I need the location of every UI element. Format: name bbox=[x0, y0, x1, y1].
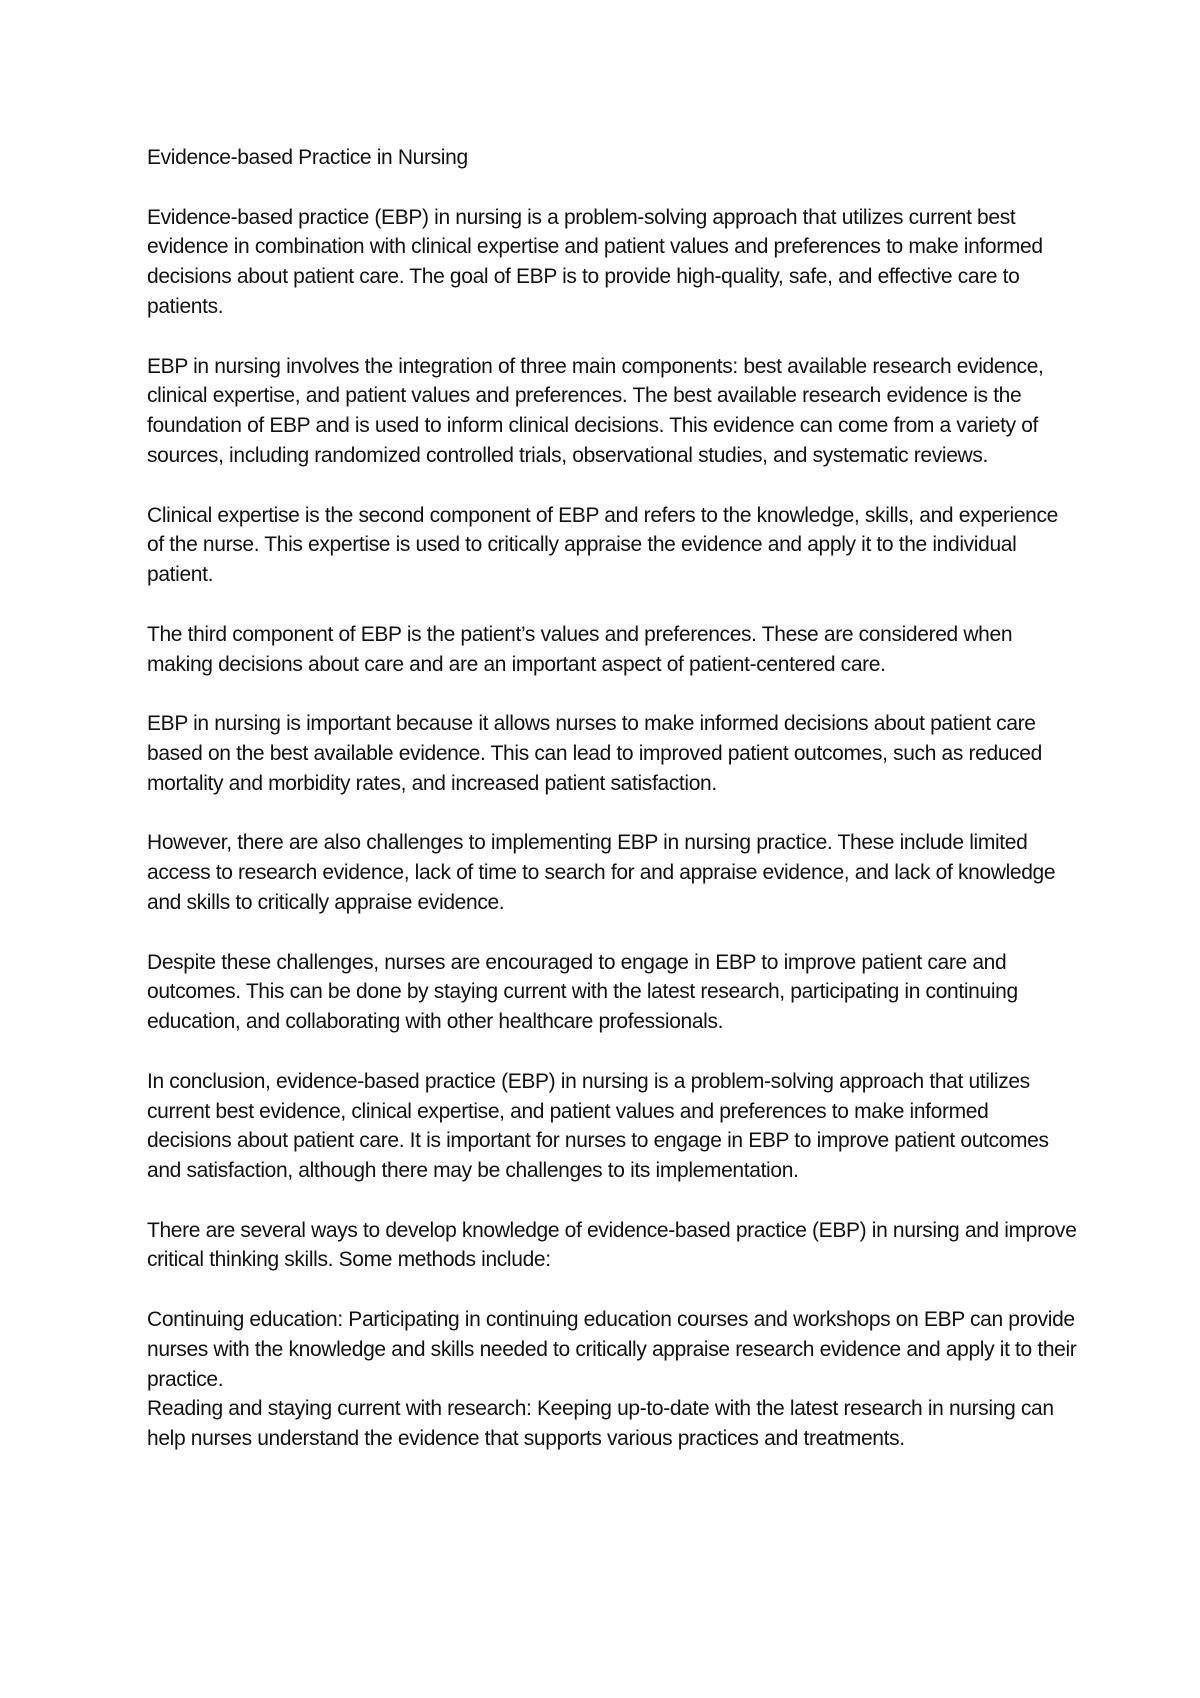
paragraph-encouragement: Despite these challenges, nurses are encouraged to engage in EBP to improve patient care and outcomes. This can be done by staying current with the latest research, participating in continuing education, and collaborating with other healthcare professionals. bbox=[147, 950, 1018, 1034]
paragraph-continuing-education: Continuing education: Participating in continuing education courses and workshops on EBP can provide nurses with the knowledge and skills needed to critically appraise research evidence and apply it to their practice. bbox=[147, 1308, 1077, 1391]
paragraph-importance: EBP in nursing is important because it allows nurses to make informed decisions about patient care based on the best available evidence. This can lead to improved patient outcomes, such as reduced mortality and morbidity rates, and increased patient satisfaction. bbox=[147, 712, 1042, 795]
paragraph-patient-values: The third component of EBP is the patient’s values and preferences. These are considered when making decisions about care and are an important aspect of patient-centered care. bbox=[147, 622, 1013, 676]
paragraph-three-components: EBP in nursing involves the integration of three main components: best available research evidence, clinical expertise, and patient values and preferences. The best available research evidence is the foundation of EBP and is used to inform clinical decisions. This evidence can come from a variety of sources, including randomized controlled trials, observational studies, and systematic reviews. bbox=[147, 354, 1044, 467]
paragraph-conclusion: In conclusion, evidence-based practice (EBP) in nursing is a problem-solving approach that utilizes current best evidence, clinical expertise, and patient values and preferences to make informed decisions about patient care. It is important for nurses to engage in EBP to improve patient outcomes and satisfaction, although there may be challenges to its implementation. bbox=[147, 1069, 1049, 1183]
paragraph-reading-research: Reading and staying current with research: Keeping up-to-date with the latest research in nursing can help nurses understand the evidence that supports various practices and treatments. bbox=[147, 1397, 1054, 1451]
paragraph-clinical-expertise: Clinical expertise is the second component of EBP and refers to the knowledge, skills, and experience of the nurse. This expertise is used to critically appraise the evidence and apply it to the individual patient. bbox=[147, 503, 1058, 587]
paragraph-challenges: However, there are also challenges to implementing EBP in nursing practice. These include limited access to research evidence, lack of time to search for and appraise evidence, and lack of knowledge and skills to critically appraise evidence. bbox=[147, 831, 1056, 914]
document-title: Evidence-based Practice in Nursing bbox=[147, 146, 468, 169]
paragraph-ebp-definition: Evidence-based practice (EBP) in nursing is a problem-solving approach that utilizes current best evidence in combination with clinical expertise and patient values and preferences to make informed decisions about patient care. The goal of EBP is to provide high-quality, safe, and effective care to patients. bbox=[147, 205, 1043, 318]
document-body bbox=[147, 143, 1077, 1454]
paragraph-methods-intro: There are several ways to develop knowledge of evidence-based practice (EBP) in nursing and improve critical thinking skills. Some methods include: bbox=[147, 1218, 1077, 1272]
